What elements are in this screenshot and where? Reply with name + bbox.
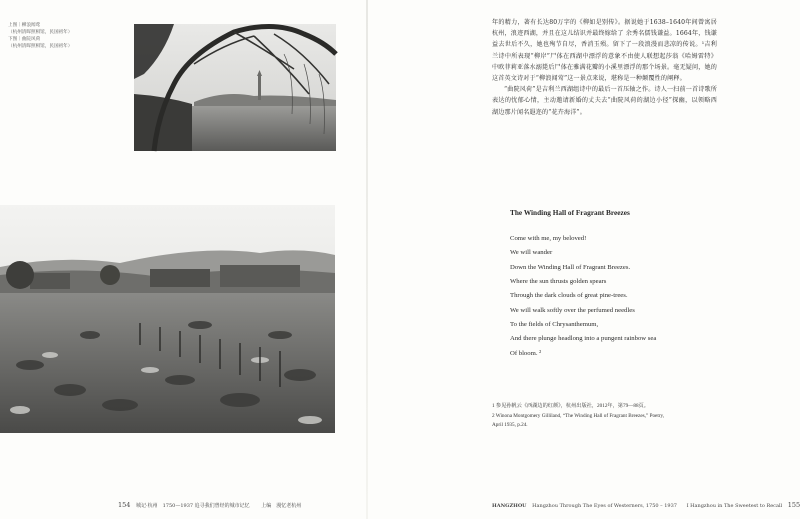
page-number-right: 155: [787, 501, 800, 509]
poem-line: Through the dark clouds of great pine-trees.: [510, 292, 628, 300]
right-page: [368, 0, 800, 519]
left-footer-section: 上编 漫忆老杭州: [261, 503, 302, 509]
left-footer-title: 城记·杭州 1750—1937 追寻我们曾经的城市记忆: [136, 503, 250, 509]
poem-line: Where the sun thrusts golden spears: [510, 278, 607, 286]
poem-line: To the fields of Chrysanthemum,: [510, 321, 599, 329]
poem-line: Come with me, my beloved!: [510, 235, 587, 242]
poem-line: Of bloom. ²: [510, 349, 542, 357]
footnotes: [492, 402, 714, 431]
photo-willow-lake: [134, 24, 336, 151]
right-footer-title: Hangzhou Through The Eyes of Westerners, 1750 – 1937: [532, 503, 677, 509]
page-number-left: 154: [118, 501, 131, 509]
poem-line: Down the Winding Hall of Fragrant Breezes.: [510, 263, 631, 271]
poem-line: We will walk softly over the perfumed needles: [510, 306, 635, 314]
footnote-2: 2 Winona Montgomery Gilliland, “The Winding Hall of Fragrant Breezes,” Poetry,: [492, 412, 665, 419]
caption-top-title: 上图｜柳浪闻莺: [8, 23, 41, 28]
poem-line: We will wander: [510, 249, 553, 257]
footer-brand: HANGZHOU: [492, 503, 527, 509]
paragraph-2: “曲院风荷”是吉利兰西湖组诗中的最后一首压轴之作。诗人一扫前一首诗歌所表达的忧郁心情，主动邀请新婚的丈夫去“曲院风荷的湖边小径”探幽，以领略西湖边那片闻名遐迩的“花卉海洋”。: [492, 86, 717, 116]
paragraph-1: 年的精力，著有长达80万字的《柳如是别传》。据说她于1638–1640年间曾寓居杭州，浪迹西湖，并且在这儿结识并最终嫁给了 余秀名儒钱谦益。1664年，钱谦益去世后不久，她也殉节自尽，香消玉殒。留下了一段浪漫而悲凉的传说。¹吉利兰诗中所表现“柳岸”尸体在西湖中漂浮的意象不由使人联想起莎翁《哈姆雷特》中欧菲莉亚落水溺毙后尸体在雅满花瓣的小溪里漂浮的那个场景。毫无疑问，她的这首英文诗对于“柳浪闻莺”这一景点来说，堪称是一种颠覆性的阐释。: [492, 19, 717, 83]
poem-line: And there plunge headlong into a pungent rainbow sea: [510, 335, 657, 343]
poem-body: [510, 232, 656, 361]
left-footer: [118, 501, 301, 509]
chinese-body-text: [492, 17, 717, 118]
photo-lotus-pond: [0, 205, 335, 433]
right-footer: [492, 501, 800, 509]
left-page: [0, 0, 367, 519]
right-footer-section: I Hangzhou in The Sweetest to Recall: [686, 503, 783, 509]
poem-title: The Winding Hall of Fragrant Breezes: [510, 208, 630, 217]
footnote-2-cont: April 1935, p.24.: [492, 422, 528, 429]
caption-bottom-title: 下图｜曲院风荷: [8, 37, 41, 42]
photo-captions: [8, 22, 72, 50]
caption-bottom-source: （杭州清晖照相馆，民国初年）: [8, 44, 73, 49]
footnote-1: 1 参见孙帆云《西湖边的红颜》，杭州出版社，2012年，第79—88页。: [492, 403, 649, 409]
caption-top-source: （杭州清晖照相馆，民国初年）: [8, 30, 73, 35]
